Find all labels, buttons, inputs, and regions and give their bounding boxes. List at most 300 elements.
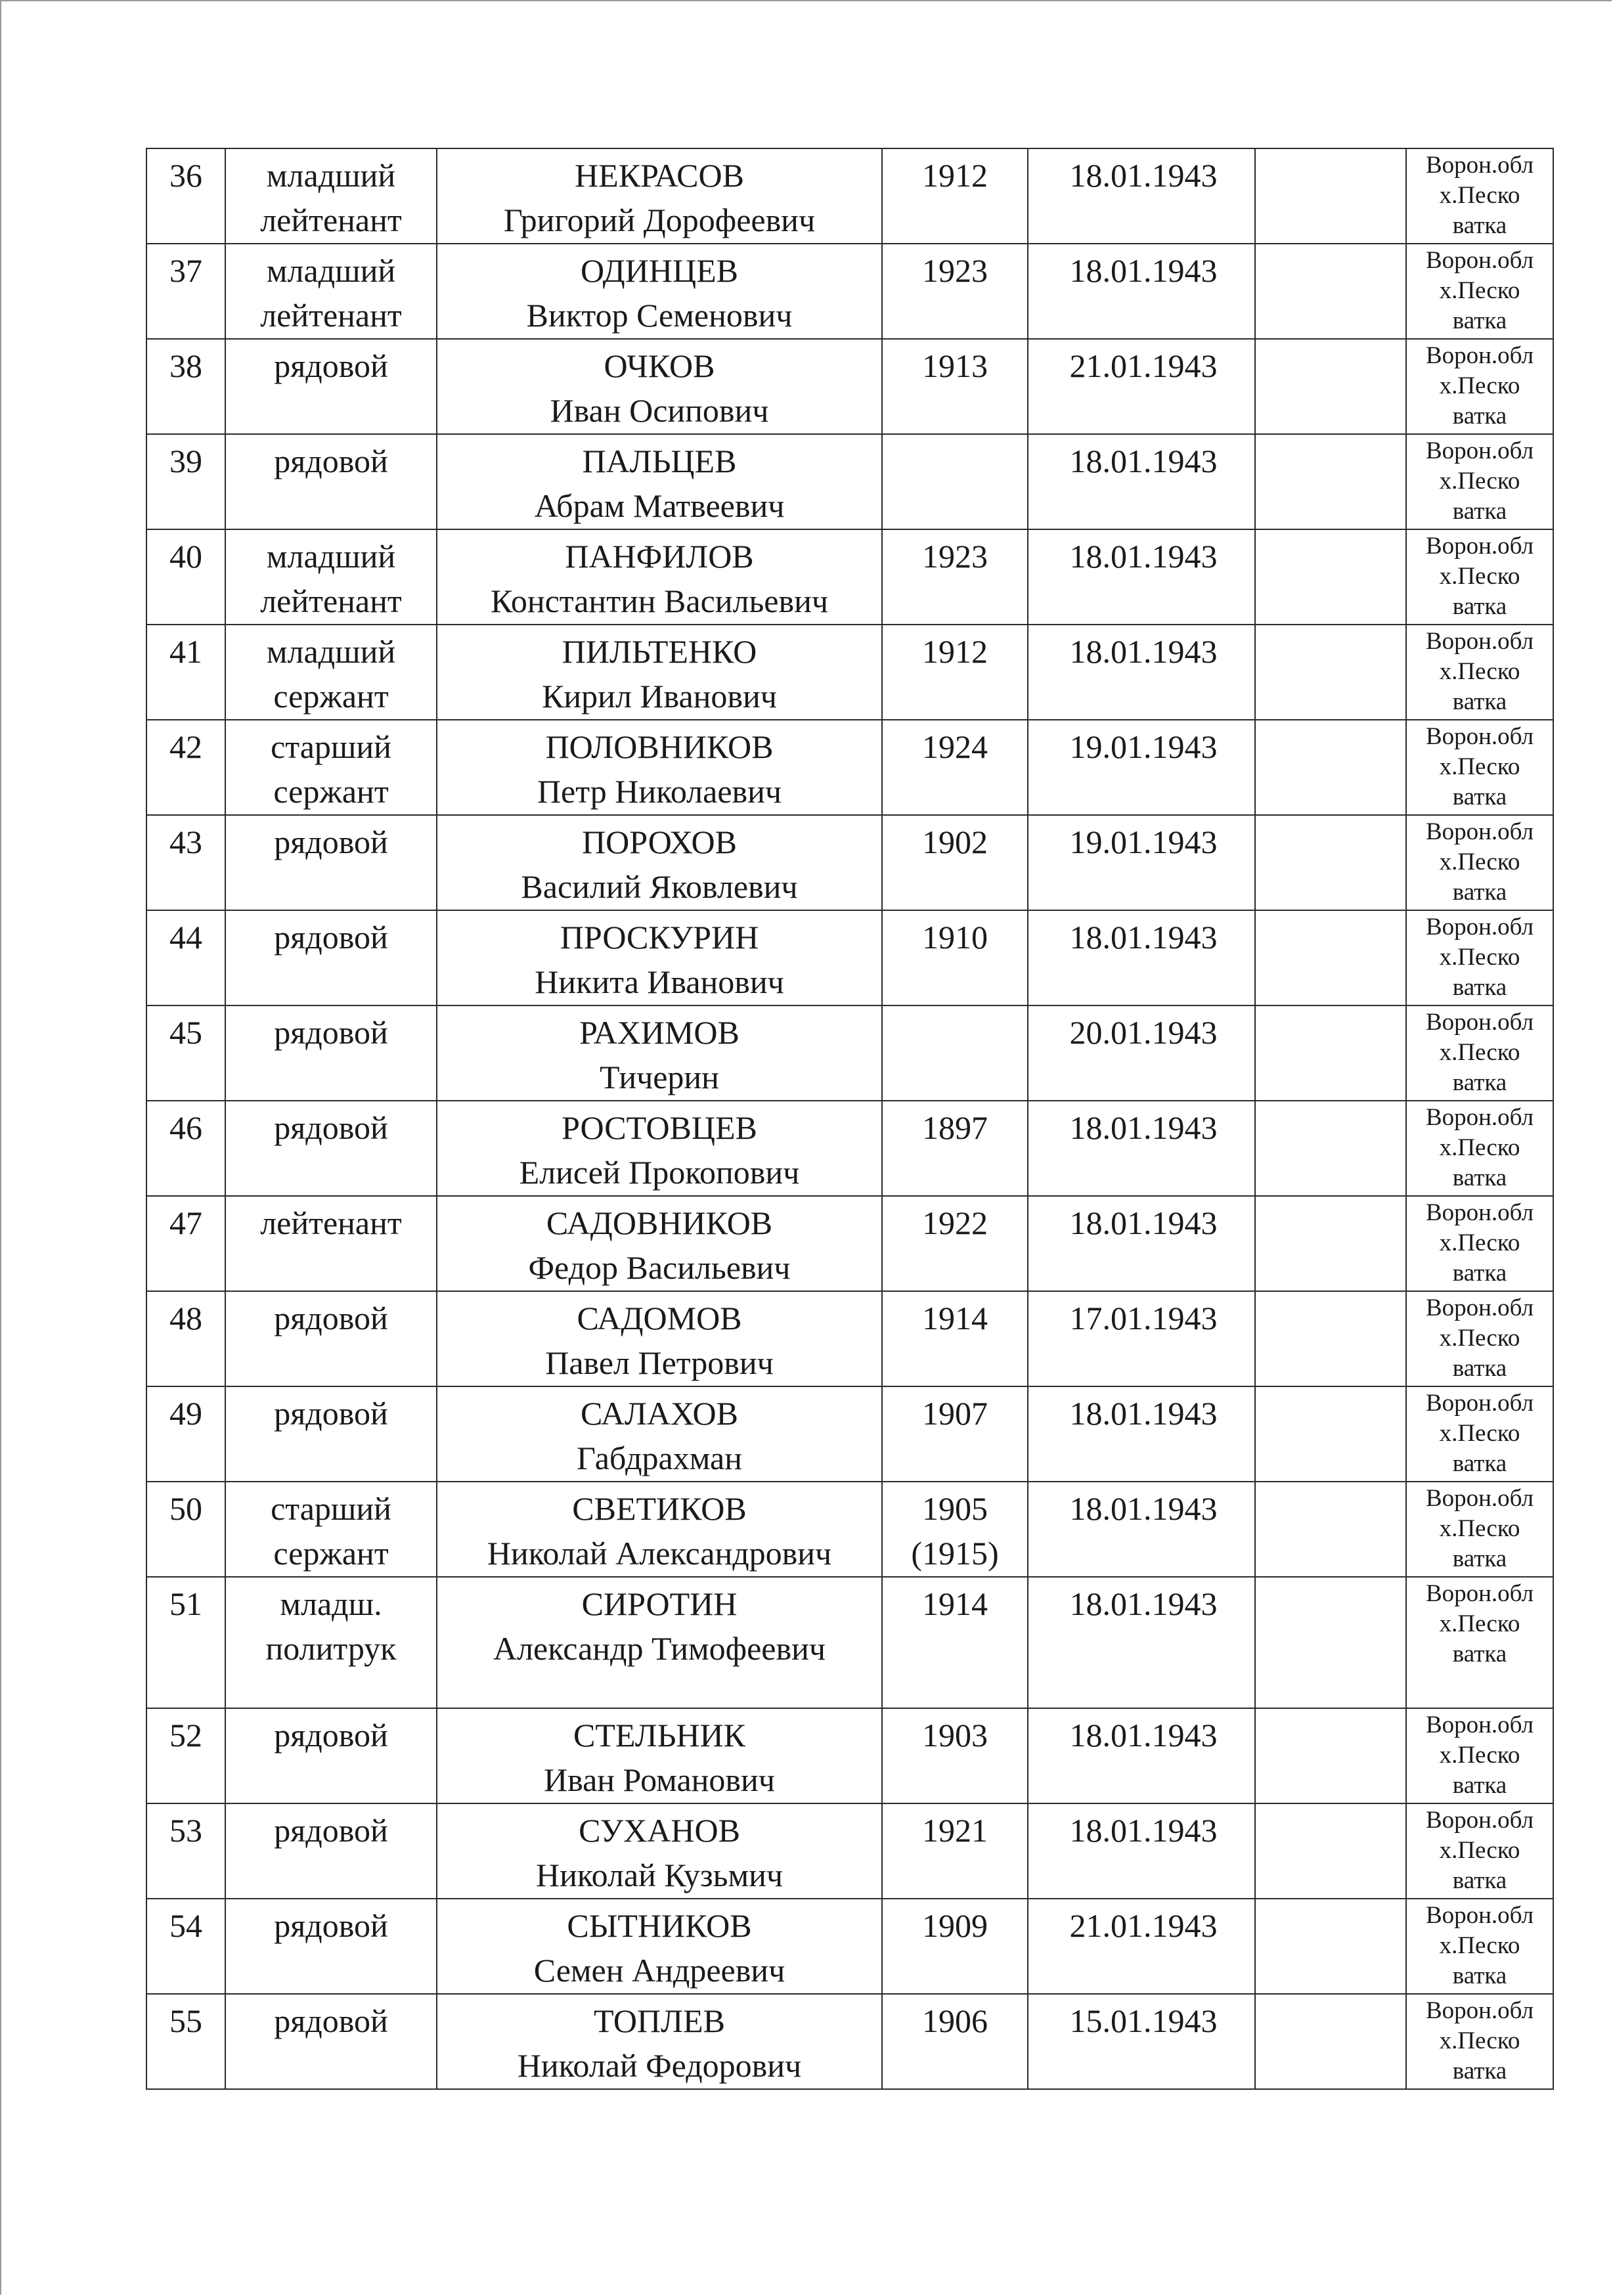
note (1256, 1197, 1405, 1201)
rank-cell (225, 815, 437, 910)
burial-place: Ворон.обл х.Песко ватка (1425, 818, 1534, 906)
row-number: 40 (169, 538, 202, 575)
death-date: 17.01.1943 (1069, 1300, 1218, 1336)
military-rank: рядовой (274, 1395, 388, 1432)
military-rank: лейтенант (260, 1204, 402, 1241)
row-number-cell (146, 1005, 225, 1101)
table-row (146, 1994, 1553, 2089)
birth-year: 1922 (922, 1204, 988, 1241)
death-date: 18.01.1943 (1069, 633, 1218, 670)
birth-year (883, 435, 1027, 439)
burial-place: Ворон.обл х.Песко ватка (1425, 1807, 1534, 1894)
burial-place-cell (1406, 339, 1553, 434)
birth-year: 1914 (922, 1585, 988, 1622)
name-cell (437, 244, 882, 339)
burial-place-cell (1406, 1899, 1553, 1994)
full-name: ОЧКОВ Иван Осипович (550, 347, 769, 429)
birth-year: 1907 (922, 1395, 988, 1432)
name-cell (437, 339, 882, 434)
death-date-cell (1028, 1899, 1255, 1994)
full-name: ОДИНЦЕВ Виктор Семенович (526, 252, 793, 334)
note-cell (1255, 625, 1406, 720)
death-date: 19.01.1943 (1069, 824, 1218, 860)
note (1256, 720, 1405, 724)
note (1256, 340, 1405, 343)
name-cell (437, 1994, 882, 2089)
military-rank: рядовой (274, 1717, 388, 1754)
note-cell (1255, 434, 1406, 529)
name-cell (437, 1899, 882, 1994)
full-name: СИРОТИН Александр Тимофеевич (493, 1585, 826, 1667)
row-number-cell (146, 1482, 225, 1577)
death-date-cell (1028, 1196, 1255, 1291)
birth-year-cell (882, 1196, 1028, 1291)
death-date: 18.01.1943 (1069, 538, 1218, 575)
burial-place: Ворон.обл х.Песко ватка (1425, 1104, 1534, 1191)
table-row (146, 434, 1553, 529)
table-row (146, 1196, 1553, 1291)
row-number-cell (146, 625, 225, 720)
rank-cell (225, 1994, 437, 2089)
rank-cell (225, 339, 437, 434)
name-cell (437, 1803, 882, 1899)
rank-cell (225, 1482, 437, 1577)
military-rank: младший лейтенант (260, 157, 402, 238)
name-cell (437, 529, 882, 625)
row-number: 42 (169, 728, 202, 765)
death-date: 18.01.1943 (1069, 1109, 1218, 1146)
birth-year: 1914 (922, 1300, 988, 1336)
full-name: НЕКРАСОВ Григорий Дорофеевич (503, 157, 816, 238)
death-date: 20.01.1943 (1069, 1014, 1218, 1051)
military-rank: младший сержант (266, 633, 396, 715)
death-date: 18.01.1943 (1069, 157, 1218, 194)
birth-year-cell (882, 1803, 1028, 1899)
name-cell (437, 1708, 882, 1803)
full-name: ПАЛЬЦЕВ Абрам Матвеевич (534, 443, 785, 524)
row-number-cell (146, 1386, 225, 1482)
row-number: 45 (169, 1014, 202, 1051)
rank-cell (225, 910, 437, 1005)
row-number-cell (146, 1803, 225, 1899)
burial-place: Ворон.обл х.Песко ватка (1425, 342, 1534, 430)
burial-place: Ворон.обл х.Песко ватка (1425, 1390, 1534, 1477)
rank-cell (225, 1577, 437, 1708)
birth-year-cell (882, 529, 1028, 625)
row-number-cell (146, 244, 225, 339)
note-cell (1255, 720, 1406, 815)
note (1256, 816, 1405, 820)
row-number-cell (146, 1577, 225, 1708)
full-name: ПИЛЬТЕНКО Кирил Иванович (542, 633, 777, 715)
note (1256, 625, 1405, 629)
burial-place: Ворон.обл х.Песко ватка (1425, 1902, 1534, 1989)
row-number: 38 (169, 347, 202, 384)
name-cell (437, 625, 882, 720)
birth-year-cell (882, 1708, 1028, 1803)
military-rank: младш. политрук (265, 1585, 397, 1667)
birth-year-cell (882, 1291, 1028, 1386)
military-rank: рядовой (274, 824, 388, 860)
death-date-cell (1028, 1708, 1255, 1803)
rank-cell (225, 720, 437, 815)
death-date: 19.01.1943 (1069, 728, 1218, 765)
death-date-cell (1028, 625, 1255, 720)
table-row (146, 529, 1553, 625)
birth-year: 1906 (922, 2002, 988, 2039)
full-name: САДОВНИКОВ Федор Васильевич (528, 1204, 791, 1286)
burial-place: Ворон.обл х.Песко ватка (1425, 1997, 1534, 2085)
note-cell (1255, 1291, 1406, 1386)
burial-place: Ворон.обл х.Песко ватка (1425, 1485, 1534, 1572)
birth-year: 1912 (922, 633, 988, 670)
name-cell (437, 1482, 882, 1577)
full-name: ПАНФИЛОВ Константин Васильевич (490, 538, 829, 619)
burial-place: Ворон.обл х.Песко ватка (1425, 914, 1534, 1001)
burial-place-cell (1406, 1994, 1553, 2089)
note-cell (1255, 1899, 1406, 1994)
note-cell (1255, 1708, 1406, 1803)
burial-place-cell (1406, 910, 1553, 1005)
rank-cell (225, 148, 437, 244)
death-date-cell (1028, 1482, 1255, 1577)
note-cell (1255, 1803, 1406, 1899)
row-number: 51 (169, 1585, 202, 1622)
name-cell (437, 434, 882, 529)
note-cell (1255, 1005, 1406, 1101)
burial-place: Ворон.обл х.Песко ватка (1425, 533, 1534, 620)
note-cell (1255, 1482, 1406, 1577)
note-cell (1255, 339, 1406, 434)
table-row (146, 1708, 1553, 1803)
name-cell (437, 1386, 882, 1482)
birth-year-cell (882, 1386, 1028, 1482)
row-number: 39 (169, 443, 202, 479)
row-number-cell (146, 910, 225, 1005)
table-row (146, 1482, 1553, 1577)
rank-cell (225, 1196, 437, 1291)
military-rank: рядовой (274, 1109, 388, 1146)
burial-place-cell (1406, 1803, 1553, 1899)
full-name: САДОМОВ Павел Петрович (545, 1300, 774, 1381)
burial-place: Ворон.обл х.Песко ватка (1425, 1580, 1534, 1667)
birth-year (883, 1006, 1027, 1010)
row-number: 48 (169, 1300, 202, 1336)
note (1256, 1995, 1405, 1998)
death-date: 18.01.1943 (1069, 1395, 1218, 1432)
military-rank: рядовой (274, 2002, 388, 2039)
death-date-cell (1028, 244, 1255, 339)
note (1256, 1006, 1405, 1010)
birth-year-cell (882, 434, 1028, 529)
rank-cell (225, 1803, 437, 1899)
note-cell (1255, 910, 1406, 1005)
military-rank: рядовой (274, 1014, 388, 1051)
row-number: 46 (169, 1109, 202, 1146)
name-cell (437, 1005, 882, 1101)
row-number: 54 (169, 1907, 202, 1944)
military-rank: рядовой (274, 443, 388, 479)
death-date-cell (1028, 1386, 1255, 1482)
full-name: САЛАХОВ Габдрахман (577, 1395, 742, 1476)
burial-place-cell (1406, 1577, 1553, 1708)
birth-year: 1923 (922, 252, 988, 289)
rank-cell (225, 529, 437, 625)
table-row (146, 910, 1553, 1005)
full-name: СЫТНИКОВ Семен Андреевич (533, 1907, 785, 1989)
military-rank: старший сержант (271, 1490, 391, 1572)
birth-year: 1902 (922, 824, 988, 860)
birth-year-cell (882, 1577, 1028, 1708)
row-number: 44 (169, 919, 202, 956)
table-row (146, 1386, 1553, 1482)
full-name: ПОРОХОВ Василий Яковлевич (521, 824, 798, 905)
death-date-cell (1028, 339, 1255, 434)
military-rank: рядовой (274, 347, 388, 384)
birth-year: 1924 (922, 728, 988, 765)
birth-year-cell (882, 1899, 1028, 1994)
row-number-cell (146, 1101, 225, 1196)
birth-year: 1923 (922, 538, 988, 575)
table-row (146, 625, 1553, 720)
casualty-roster-table (146, 148, 1554, 2090)
death-date-cell (1028, 434, 1255, 529)
birth-year: 1912 (922, 157, 988, 194)
burial-place: Ворон.обл х.Песко ватка (1425, 1009, 1534, 1096)
death-date-cell (1028, 1101, 1255, 1196)
birth-year-cell (882, 910, 1028, 1005)
table-row (146, 148, 1553, 244)
row-number-cell (146, 1899, 225, 1994)
birth-year-cell (882, 720, 1028, 815)
burial-place-cell (1406, 1101, 1553, 1196)
note (1256, 1578, 1405, 1581)
military-rank: старший сержант (271, 728, 391, 810)
birth-year: 1905 (1915) (911, 1490, 999, 1572)
row-number: 37 (169, 252, 202, 289)
burial-place-cell (1406, 1386, 1553, 1482)
death-date: 18.01.1943 (1069, 252, 1218, 289)
note (1256, 1387, 1405, 1391)
row-number: 36 (169, 157, 202, 194)
birth-year-cell (882, 1994, 1028, 2089)
table-row (146, 720, 1553, 815)
name-cell (437, 1291, 882, 1386)
full-name: СТЕЛЬНИК Иван Романович (544, 1717, 775, 1798)
death-date-cell (1028, 1291, 1255, 1386)
row-number: 50 (169, 1490, 202, 1527)
name-cell (437, 910, 882, 1005)
full-name: ПРОСКУРИН Никита Иванович (535, 919, 784, 1000)
burial-place-cell (1406, 1708, 1553, 1803)
note (1256, 1101, 1405, 1105)
rank-cell (225, 1899, 437, 1994)
birth-year-cell (882, 1482, 1028, 1577)
military-rank: рядовой (274, 1907, 388, 1944)
full-name: ПОЛОВНИКОВ Петр Николаевич (537, 728, 782, 810)
row-number-cell (146, 339, 225, 434)
row-number-cell (146, 815, 225, 910)
birth-year-cell (882, 625, 1028, 720)
death-date: 18.01.1943 (1069, 1812, 1218, 1849)
death-date: 18.01.1943 (1069, 1204, 1218, 1241)
name-cell (437, 815, 882, 910)
burial-place-cell (1406, 244, 1553, 339)
full-name: РАХИМОВ Тичерин (579, 1014, 740, 1095)
birth-year: 1913 (922, 347, 988, 384)
burial-place: Ворон.обл х.Песко ватка (1425, 1199, 1534, 1287)
burial-place-cell (1406, 434, 1553, 529)
note-cell (1255, 1101, 1406, 1196)
row-number: 43 (169, 824, 202, 860)
rank-cell (225, 434, 437, 529)
death-date: 18.01.1943 (1069, 1585, 1218, 1622)
burial-place-cell (1406, 1482, 1553, 1577)
row-number: 52 (169, 1717, 202, 1754)
note (1256, 1709, 1405, 1713)
note-cell (1255, 148, 1406, 244)
birth-year: 1903 (922, 1717, 988, 1754)
birth-year: 1921 (922, 1812, 988, 1849)
military-rank: рядовой (274, 1812, 388, 1849)
table-row (146, 1577, 1553, 1708)
row-number-cell (146, 1708, 225, 1803)
note (1256, 911, 1405, 915)
table-row (146, 1291, 1553, 1386)
note-cell (1255, 815, 1406, 910)
name-cell (437, 720, 882, 815)
military-rank: младший лейтенант (260, 538, 402, 619)
row-number-cell (146, 1994, 225, 2089)
note-cell (1255, 244, 1406, 339)
table-row (146, 815, 1553, 910)
table-row (146, 1101, 1553, 1196)
burial-place-cell (1406, 1291, 1553, 1386)
row-number: 55 (169, 2002, 202, 2039)
row-number-cell (146, 720, 225, 815)
row-number-cell (146, 148, 225, 244)
burial-place: Ворон.обл х.Песко ватка (1425, 437, 1534, 525)
burial-place: Ворон.обл х.Песко ватка (1425, 628, 1534, 715)
note (1256, 244, 1405, 248)
note (1256, 1804, 1405, 1808)
death-date-cell (1028, 1994, 1255, 2089)
table-row (146, 339, 1553, 434)
row-number-cell (146, 1291, 225, 1386)
birth-year-cell (882, 1005, 1028, 1101)
note (1256, 530, 1405, 534)
death-date-cell (1028, 1577, 1255, 1708)
note-cell (1255, 1386, 1406, 1482)
military-rank: младший лейтенант (260, 252, 402, 334)
note-cell (1255, 1196, 1406, 1291)
rank-cell (225, 1291, 437, 1386)
burial-place-cell (1406, 815, 1553, 910)
full-name: ТОПЛЕВ Николай Федорович (517, 2002, 802, 2084)
name-cell (437, 1101, 882, 1196)
burial-place: Ворон.обл х.Песко ватка (1425, 247, 1534, 334)
birth-year: 1910 (922, 919, 988, 956)
birth-year-cell (882, 244, 1028, 339)
row-number-cell (146, 529, 225, 625)
death-date: 21.01.1943 (1069, 347, 1218, 384)
birth-year-cell (882, 339, 1028, 434)
note-cell (1255, 529, 1406, 625)
row-number: 53 (169, 1812, 202, 1849)
birth-year-cell (882, 1101, 1028, 1196)
rank-cell (225, 625, 437, 720)
death-date: 21.01.1943 (1069, 1907, 1218, 1944)
death-date-cell (1028, 1803, 1255, 1899)
rank-cell (225, 1708, 437, 1803)
death-date-cell (1028, 815, 1255, 910)
military-rank: рядовой (274, 919, 388, 956)
burial-place-cell (1406, 148, 1553, 244)
death-date: 18.01.1943 (1069, 1717, 1218, 1754)
burial-place-cell (1406, 1196, 1553, 1291)
rank-cell (225, 1386, 437, 1482)
table-row (146, 1899, 1553, 1994)
note-cell (1255, 1577, 1406, 1708)
birth-year-cell (882, 148, 1028, 244)
table-row (146, 1005, 1553, 1101)
note (1256, 149, 1405, 153)
name-cell (437, 148, 882, 244)
burial-place: Ворон.обл х.Песко ватка (1425, 723, 1534, 810)
birth-year: 1897 (922, 1109, 988, 1146)
table-row (146, 244, 1553, 339)
death-date: 15.01.1943 (1069, 2002, 1218, 2039)
death-date: 18.01.1943 (1069, 1490, 1218, 1527)
row-number-cell (146, 1196, 225, 1291)
note (1256, 1899, 1405, 1903)
full-name: СУХАНОВ Николай Кузьмич (535, 1812, 784, 1893)
note-cell (1255, 1994, 1406, 2089)
roster-body (146, 148, 1553, 2089)
full-name: СВЕТИКОВ Николай Александрович (487, 1490, 832, 1572)
birth-year: 1909 (922, 1907, 988, 1944)
row-number: 41 (169, 633, 202, 670)
row-number: 49 (169, 1395, 202, 1432)
rank-cell (225, 1005, 437, 1101)
note (1256, 1482, 1405, 1486)
name-cell (437, 1577, 882, 1708)
birth-year-cell (882, 815, 1028, 910)
death-date: 18.01.1943 (1069, 443, 1218, 479)
death-date-cell (1028, 148, 1255, 244)
burial-place: Ворон.обл х.Песко ватка (1425, 1711, 1534, 1799)
burial-place-cell (1406, 720, 1553, 815)
table-row (146, 1803, 1553, 1899)
burial-place: Ворон.обл х.Песко ватка (1425, 1294, 1534, 1382)
burial-place-cell (1406, 529, 1553, 625)
row-number-cell (146, 434, 225, 529)
death-date-cell (1028, 720, 1255, 815)
rank-cell (225, 244, 437, 339)
rank-cell (225, 1101, 437, 1196)
note (1256, 435, 1405, 439)
note (1256, 1292, 1405, 1296)
full-name: РОСТОВЦЕВ Елисей Прокопович (519, 1109, 800, 1191)
burial-place: Ворон.обл х.Песко ватка (1425, 152, 1534, 239)
death-date-cell (1028, 1005, 1255, 1101)
row-number: 47 (169, 1204, 202, 1241)
name-cell (437, 1196, 882, 1291)
military-rank: рядовой (274, 1300, 388, 1336)
death-date-cell (1028, 529, 1255, 625)
burial-place-cell (1406, 1005, 1553, 1101)
burial-place-cell (1406, 625, 1553, 720)
